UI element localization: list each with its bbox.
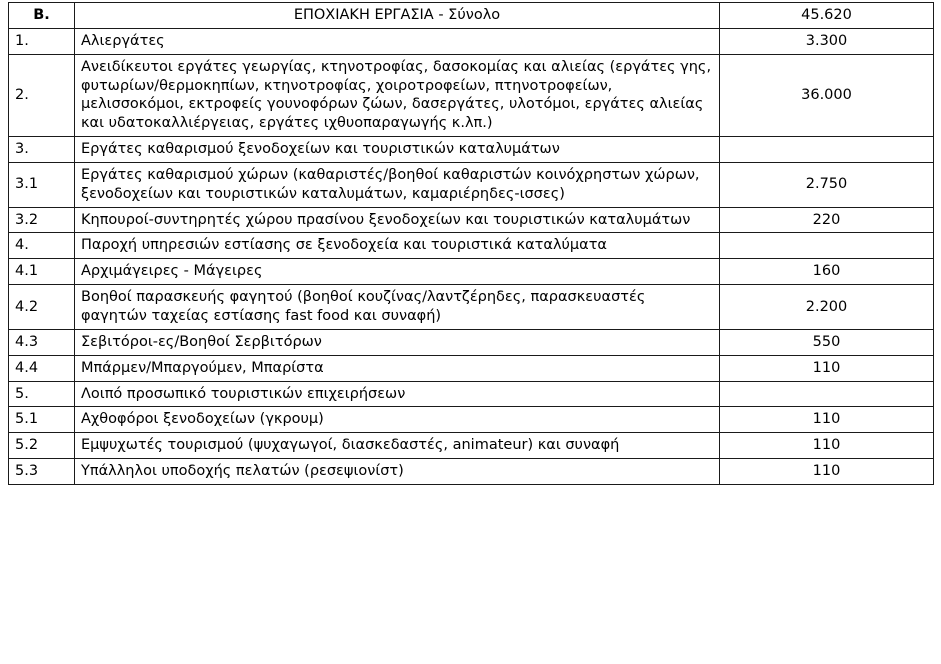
table-row bbox=[9, 459, 934, 485]
table-row bbox=[9, 355, 934, 381]
row-number-cell: 3. bbox=[9, 137, 75, 163]
row-description-cell: Σεβιτόροι-ες/Βοηθοί Σερβιτόρων bbox=[75, 329, 720, 355]
table-row bbox=[9, 137, 934, 163]
table-row bbox=[9, 433, 934, 459]
row-value-cell: 110 bbox=[720, 459, 934, 485]
row-description-cell: Λοιπό προσωπικό τουριστικών επιχειρήσεων bbox=[75, 381, 720, 407]
table-body bbox=[9, 3, 934, 485]
row-value-cell: 36.000 bbox=[720, 54, 934, 136]
row-value-cell: 3.300 bbox=[720, 28, 934, 54]
table-row bbox=[9, 381, 934, 407]
row-description-cell: Αρχιμάγειρες - Μάγειρες bbox=[75, 259, 720, 285]
row-description-cell: Βοηθοί παρασκευής φαγητού (βοηθοί κουζίνας/λαντζέρηδες, παρασκευαστές φαγητών ταχείας εστίασης fast food και συναφή) bbox=[75, 285, 720, 330]
row-description-cell: Αχθοφόροι ξενοδοχείων (γκρουμ) bbox=[75, 407, 720, 433]
row-number-cell: Β. bbox=[9, 3, 75, 29]
row-number-cell: 4. bbox=[9, 233, 75, 259]
table-row bbox=[9, 162, 934, 207]
row-number-cell: 5.3 bbox=[9, 459, 75, 485]
row-value-cell: 110 bbox=[720, 433, 934, 459]
row-value-cell: 110 bbox=[720, 355, 934, 381]
row-value-cell bbox=[720, 137, 934, 163]
table-row bbox=[9, 207, 934, 233]
row-description-cell: Υπάλληλοι υποδοχής πελατών (ρεσεψιονίστ) bbox=[75, 459, 720, 485]
row-value-cell: 220 bbox=[720, 207, 934, 233]
row-description-cell: Παροχή υπηρεσιών εστίασης σε ξενοδοχεία και τουριστικά καταλύματα bbox=[75, 233, 720, 259]
row-number-cell: 2. bbox=[9, 54, 75, 136]
row-value-cell: 2.200 bbox=[720, 285, 934, 330]
row-value-cell bbox=[720, 233, 934, 259]
table-row bbox=[9, 3, 934, 29]
row-value-cell: 110 bbox=[720, 407, 934, 433]
row-number-cell: 5.2 bbox=[9, 433, 75, 459]
row-description-cell: Ανειδίκευτοι εργάτες γεωργίας, κτηνοτροφίας, δασοκομίας και αλιείας (εργάτες γης, φυτωρίων/θερμοκηπίων, κτηνοτροφίας, χοιροτροφείων, πτηνοτροφείων, μελισσοκόμοι, εκτροφείς γουνοφόρων ζώων, δασεργάτες, υλοτόμοι, εργάτες αλιείας και υδατοκαλλιέργειας, εργάτες ιχθυοπαραγωγής κ.λπ.) bbox=[75, 54, 720, 136]
row-value-cell bbox=[720, 381, 934, 407]
row-number-cell: 3.2 bbox=[9, 207, 75, 233]
row-value-cell: 2.750 bbox=[720, 162, 934, 207]
row-number-cell: 4.4 bbox=[9, 355, 75, 381]
row-description-cell: Αλιεργάτες bbox=[75, 28, 720, 54]
row-description-cell: Εμψυχωτές τουρισμού (ψυχαγωγοί, διασκεδαστές, animateur) και συναφή bbox=[75, 433, 720, 459]
table-row bbox=[9, 233, 934, 259]
table-row bbox=[9, 407, 934, 433]
row-description-cell: Εργάτες καθαρισμού χώρων (καθαριστές/βοηθοί καθαριστών κοινόχρηστων χώρων, ξενοδοχείων και τουριστικών καταλυμάτων, καμαριέρηδες-ισσες) bbox=[75, 162, 720, 207]
row-number-cell: 4.1 bbox=[9, 259, 75, 285]
table-row bbox=[9, 329, 934, 355]
table-row bbox=[9, 28, 934, 54]
row-number-cell: 5. bbox=[9, 381, 75, 407]
table-row bbox=[9, 54, 934, 136]
row-number-cell: 4.3 bbox=[9, 329, 75, 355]
table-row bbox=[9, 259, 934, 285]
row-value-cell: 45.620 bbox=[720, 3, 934, 29]
row-number-cell: 4.2 bbox=[9, 285, 75, 330]
row-number-cell: 5.1 bbox=[9, 407, 75, 433]
row-description-cell: Κηπουροί-συντηρητές χώρου πρασίνου ξενοδοχείων και τουριστικών καταλυμάτων bbox=[75, 207, 720, 233]
seasonal-employment-table bbox=[8, 2, 934, 485]
row-description-cell: Μπάρμεν/Μπαργούμεν, Μπαρίστα bbox=[75, 355, 720, 381]
row-description-cell: Εργάτες καθαρισμού ξενοδοχείων και τουριστικών καταλυμάτων bbox=[75, 137, 720, 163]
row-description-cell: ΕΠΟΧΙΑΚΗ ΕΡΓΑΣΙΑ - Σύνολο bbox=[75, 3, 720, 29]
row-value-cell: 550 bbox=[720, 329, 934, 355]
row-value-cell: 160 bbox=[720, 259, 934, 285]
table-row bbox=[9, 285, 934, 330]
row-number-cell: 1. bbox=[9, 28, 75, 54]
row-number-cell: 3.1 bbox=[9, 162, 75, 207]
